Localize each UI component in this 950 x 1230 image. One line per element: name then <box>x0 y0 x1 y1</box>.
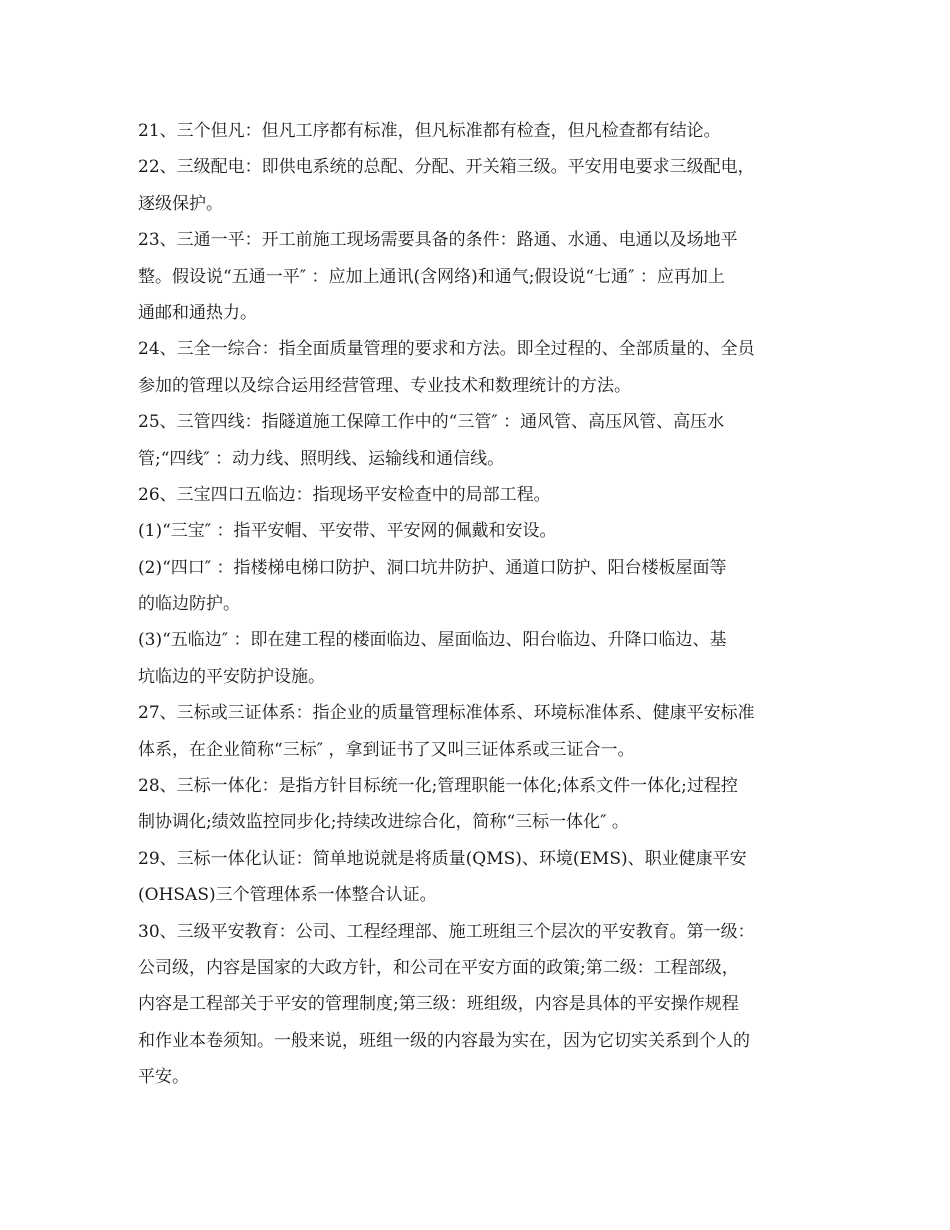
text-line: 24、三全一综合：指全面质量管理的要求和方法。即全过程的、全部质量的、全员 <box>138 339 755 360</box>
text-line: 体系，在企业简称“三标″ ，拿到证书了又叫三证体系或三证合一。 <box>138 739 635 760</box>
text-line: 的临边防护。 <box>138 594 240 615</box>
text-line: 参加的管理以及综合运用经营管理、专业技术和数理统计的方法。 <box>138 375 631 396</box>
text-line: (3)“五临边″ ：即在建工程的楼面临边、屋面临边、阳台临边、升降口临边、基 <box>138 630 727 651</box>
text-line: 通邮和通热力。 <box>138 302 257 323</box>
text-line: 22、三级配电：即供电系统的总配、分配、开关箱三级。平安用电要求三级配电， <box>138 157 755 178</box>
text-line: 平安。 <box>138 1067 189 1088</box>
text-line: 28、三标一体化：是指方针目标统一化;管理职能一体化;体系文件一体化;过程控 <box>138 776 738 797</box>
text-line: 坑临边的平安防护设施。 <box>138 666 325 687</box>
text-line: (1)“三宝″ ：指平安帽、平安带、平安网的佩戴和安设。 <box>138 521 557 542</box>
text-line: (2)“四口″ ：指楼梯电梯口防护、洞口坑井防护、通道口防护、阳台楼板屋面等 <box>138 557 727 578</box>
document-body <box>138 113 818 1096</box>
text-line: 30、三级平安教育：公司、工程经理部、施工班组三个层次的平安教育。第一级： <box>138 921 755 942</box>
text-line: 逐级保护。 <box>138 193 223 214</box>
text-line: 21、三个但凡：但凡工序都有标准，但凡标准都有检查，但凡检查都有结论。 <box>138 121 721 141</box>
text-line: 29、三标一体化认证：简单地说就是将质量(QMS)、环境(EMS)、职业健康平安 <box>138 848 747 869</box>
text-line: 公司级，内容是国家的大政方针，和公司在平安方面的政策;第二级：工程部级， <box>138 957 739 978</box>
text-line: 和作业本卷须知。一般来说，班组一级的内容最为实在，因为它切实关系到个人的 <box>138 1030 750 1051</box>
text-line: 内容是工程部关于平安的管理制度;第三级：班组级，内容是具体的平安操作规程 <box>138 994 739 1015</box>
text-line: 管;“四线″ ：动力线、照明线、运输线和通信线。 <box>138 448 505 469</box>
text-line: 27、三标或三证体系：指企业的质量管理标准体系、环境标准体系、健康平安标准 <box>138 703 755 724</box>
text-line: 整。假设说“五通一平″ ：应加上通讯(含网络)和通气;假设说“七通″ ：应再加上 <box>138 266 725 287</box>
text-line: (OHSAS)三个管理体系一体整合认证。 <box>138 885 437 906</box>
text-line: 25、三管四线：指隧道施工保障工作中的“三管″ ：通风管、高压风管、高压水 <box>138 412 725 433</box>
text-line: 制协调化;绩效监控同步化;持续改进综合化，简称“三标一体化″ 。 <box>138 812 629 833</box>
text-line: 26、三宝四口五临边：指现场平安检查中的局部工程。 <box>138 484 551 505</box>
text-line: 23、三通一平：开工前施工现场需要具备的条件：路通、水通、电通以及场地平 <box>138 230 738 251</box>
